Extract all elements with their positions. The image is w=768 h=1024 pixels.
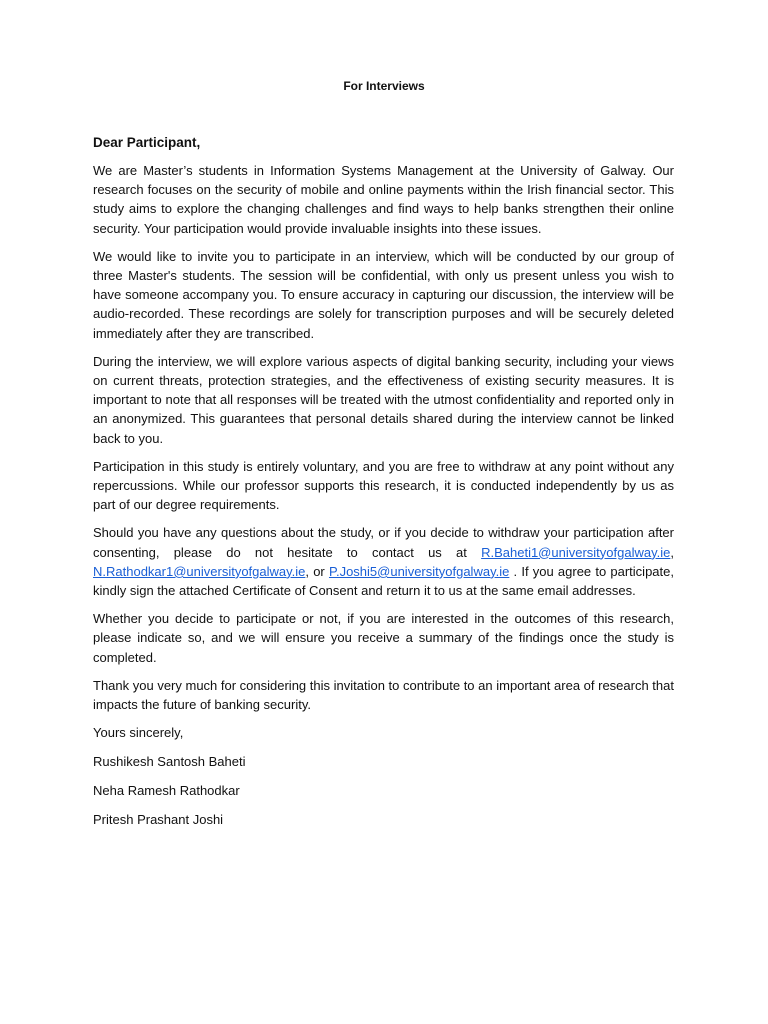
paragraph-voluntary: Participation in this study is entirely voluntary, and you are free to withdraw at any point without any repercussions. While our professor supports this research, it is conducted independently by us as part of our degree requirements.	[93, 458, 674, 513]
letter-body	[93, 133, 674, 839]
closing-salutation: Yours sincerely,	[93, 725, 184, 741]
email-link-rathodkar[interactable]: N.Rathodkar1@universityofgalway.ie	[93, 563, 306, 579]
document-title: For Interviews	[343, 79, 425, 93]
paragraph-interview-topics: During the interview, we will explore various aspects of digital banking security, including your views on current threats, protection strategies, and the effectiveness of existing security measures. It is important to note that all responses will be treated with the utmost confidentiality and reported only in an anonymized. This guarantees that personal details shared during the interview cannot be linked back to you.	[93, 353, 674, 446]
signer-name: Neha Ramesh Rathodkar	[93, 783, 240, 799]
paragraph-thanks: Thank you very much for considering this invitation to contribute to an important area of research that impacts the future of banking security.	[93, 677, 674, 713]
signer-name: Rushikesh Santosh Baheti	[93, 754, 246, 770]
paragraph-contact	[93, 523, 674, 600]
contact-separator: ,	[670, 544, 674, 560]
paragraph-interview-invite: We would like to invite you to participate in an interview, which will be conducted by our group of three Master's students. The session will be confidential, with only us present unless you wish to have someone accompany you. To ensure accuracy in capturing our discussion, the interview will be audio-recorded. These recordings are solely for transcription purposes and will be securely deleted immediately after they are transcribed.	[93, 248, 674, 341]
contact-intro-text: Should you have any questions about the study, or if you decide to withdraw your participation after consenting, please do not hesitate to contact us at	[93, 525, 674, 560]
greeting: Dear Participant,	[93, 135, 201, 150]
paragraph-intro: We are Master’s students in Information Systems Management at the University of Galway. Our research focuses on the security of mobile and online payments within the Irish financial sector. This study aims to explore the changing challenges and find ways to help banks strengthen their online security. Your participation would provide invaluable insights into these issues.	[93, 163, 674, 236]
email-link-baheti[interactable]: R.Baheti1@universityofgalway.ie	[481, 544, 671, 560]
contact-separator: , or	[305, 563, 325, 579]
contact-outro-text: . If you agree to participate, kindly sign the attached Certificate of Consent and return it to us at the same email addresses.	[93, 563, 674, 599]
email-link-joshi[interactable]: P.Joshi5@universityofgalway.ie	[328, 563, 510, 579]
paragraph-outcomes: Whether you decide to participate or not, if you are interested in the outcomes of this research, please indicate so, and we will ensure you receive a summary of the findings once the study is completed.	[93, 611, 674, 665]
signer-name: Pritesh Prashant Joshi	[93, 812, 224, 828]
